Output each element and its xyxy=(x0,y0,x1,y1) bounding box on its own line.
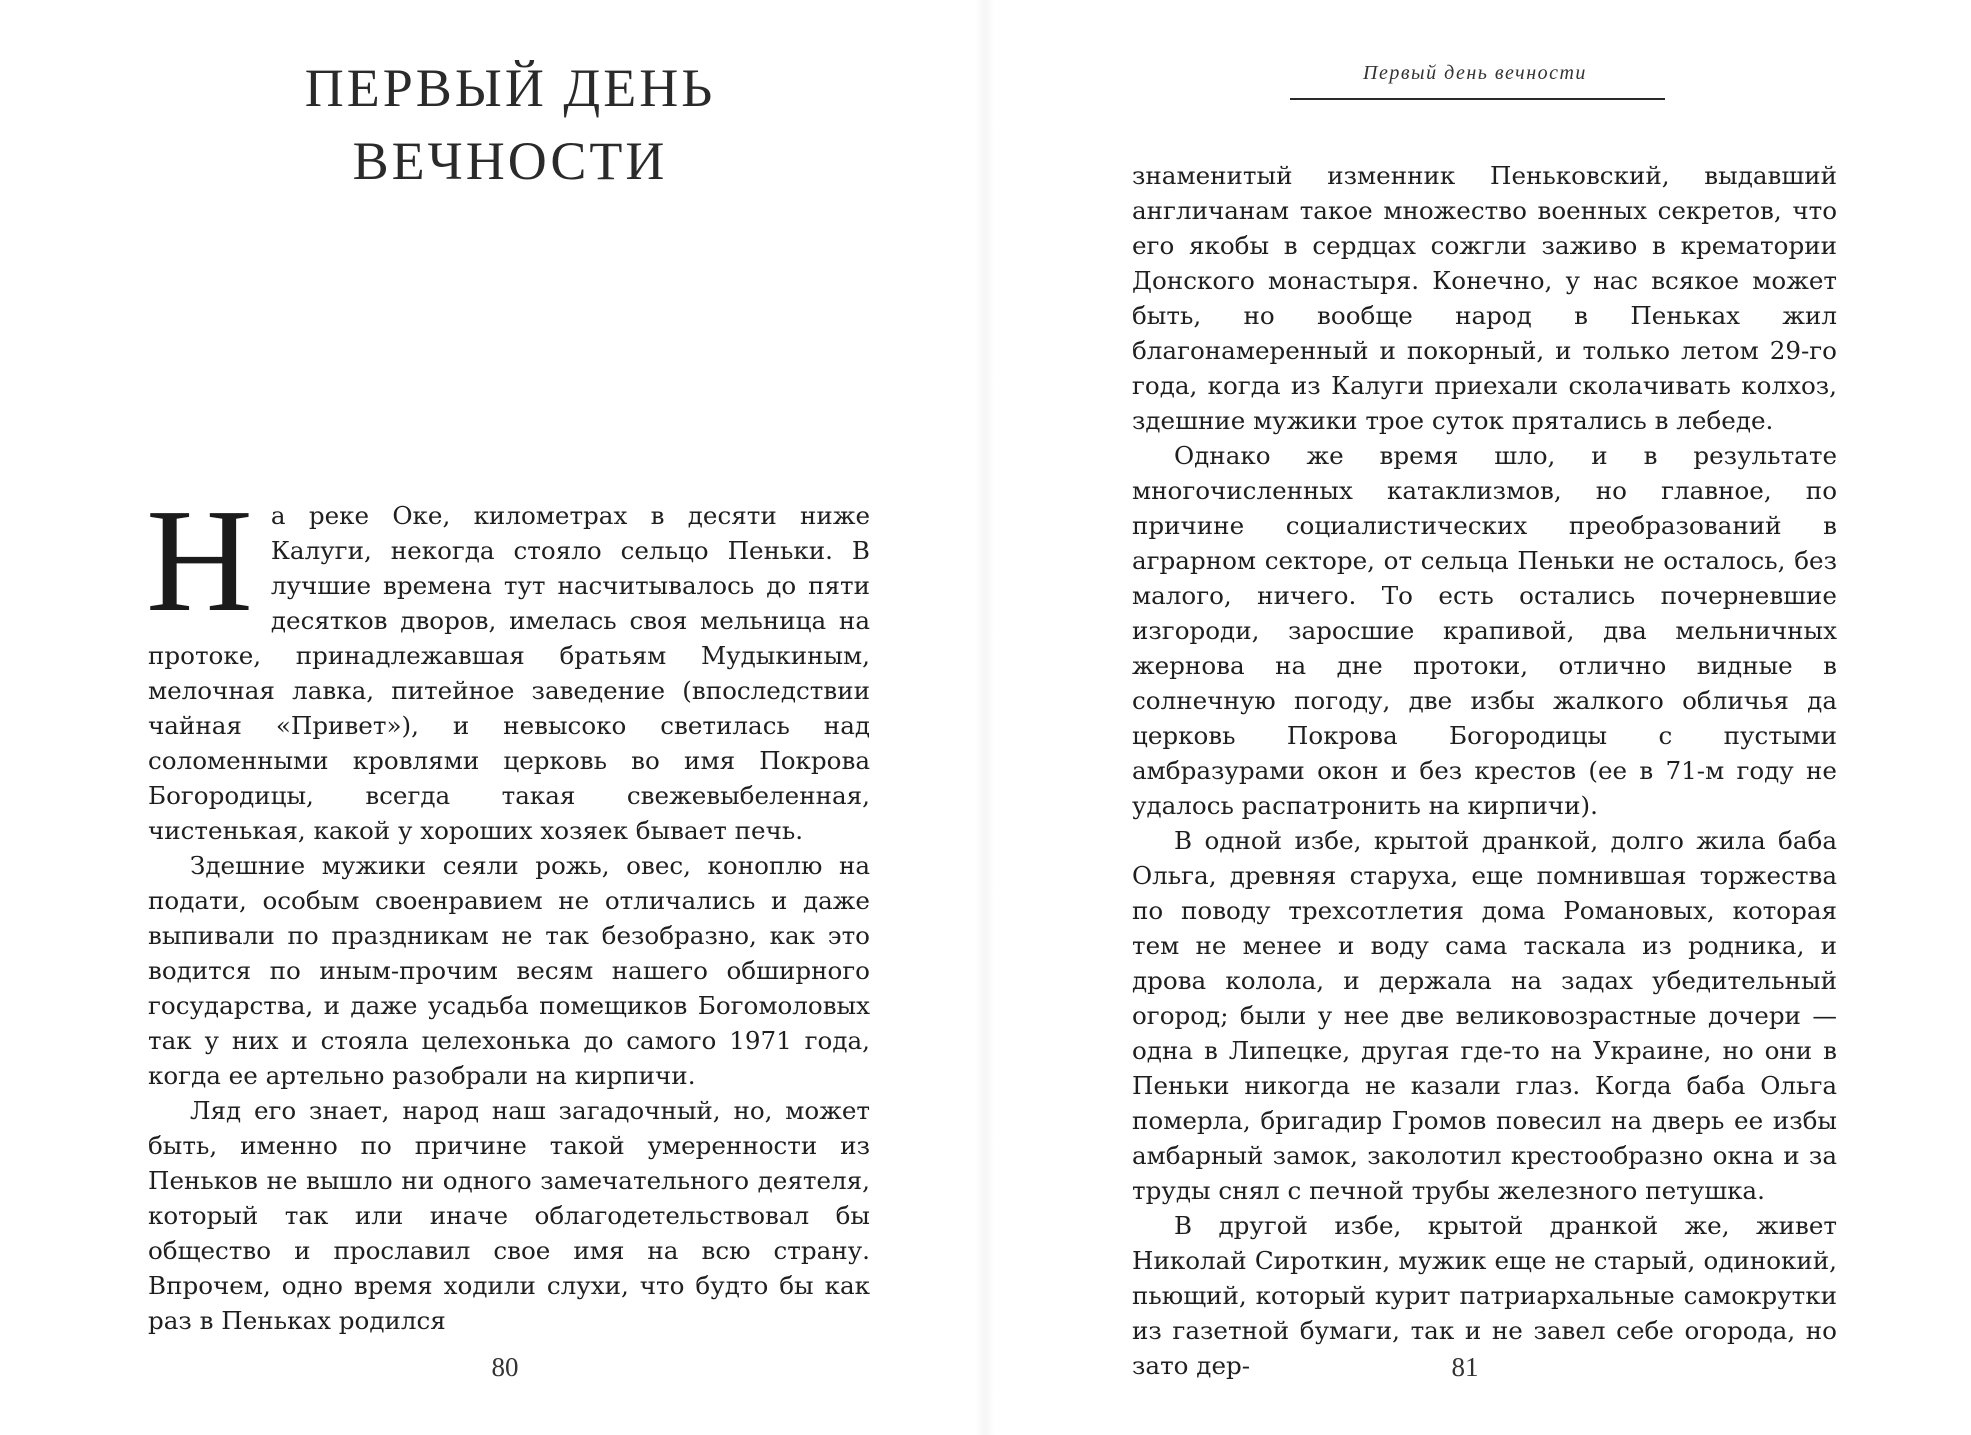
paragraph-continued: знаменитый изменник Пеньковский, выдавший англичанам такое множество военных секретов, что его якобы в сердцах сожгли заживо в крематории Донского монастыря. Конечно, у нас всякое может быть, но вообще народ в Пеньках жил благонамеренный и покорный, и только летом 29-го года, когда из Калуги приехали сколачивать колхоз, здешние мужики трое суток прятались в лебеде. xyxy=(1132,161,1837,435)
dropcap: Н xyxy=(146,479,253,643)
right-body-text xyxy=(1132,158,1837,1383)
paragraph-1-text: а реке Оке, километрах в десяти ниже Калуги, некогда стояло сельцо Пеньки. В лучшие времена тут насчитывалось до пяти десятков дворов, имелась своя мельница на протоке, принадлежавшая братьям Мудыкиным, мелочная лавка, питейное заведение (впоследствии чайная «Привет»), и невысоко светилась над соломенными кровлями церковь во имя Покрова Богородицы, всегда такая свежевыбеленная, чистенькая, какой у хороших хозяек бывает печь. xyxy=(148,501,870,845)
running-head-rule xyxy=(1290,98,1665,100)
chapter-title-line-2: ВЕЧНОСТИ xyxy=(352,131,668,191)
chapter-title-line-1: ПЕРВЫЙ ДЕНЬ xyxy=(304,58,716,118)
paragraph-5: В одной избе, крытой дранкой, долго жила баба Ольга, древняя старуха, еще помнившая торжества по поводу трехсотлетия дома Романовых, которая тем не менее и воду сама таскала из родника, и дрова колола, и держала на задах убедительный огород; были у нее две великовозрастные дочери — одна в Липецке, другая где-то на Украине, но они в Пеньки никогда не казали глаз. Когда баба Ольга померла, бригадир Громов повесил на дверь ее избы амбарный замок, заколотил крестообразно окна и за труды снял с печной трубы железного петушка. xyxy=(1132,826,1837,1205)
running-head: Первый день вечности xyxy=(1363,62,1587,84)
paragraph-4: Однако же время шло, и в результате многочисленных катаклизмов, но главное, по причине социалистических преобразований в аграрном секторе, от сельца Пеньки не осталось, без малого, ничего. То есть остались почерневшие изгороди, заросшие крапивой, два мельничных жернова на дне протоки, отлично видные в солнечную погоду, две избы жалкого обличья да церковь Покрова Богородицы с пустыми амбразурами окон и без крестов (ее в 71-м году не удалось распатронить на кирпичи). xyxy=(1132,441,1837,820)
right-page xyxy=(985,0,1971,1435)
left-body-text xyxy=(146,479,870,1338)
paragraph-2: Здешние мужики сеяли рожь, овес, коноплю на подати, особым своенравием не отличались и даже выпивали по праздникам не так безобразно, как это водится по иным-прочим весям нашего обширного государства, и даже усадьба помещиков Богомоловых так у них и стояла целехонька до самого 1971 года, когда ее артельно разобрали на кирпичи. xyxy=(148,851,870,1090)
chapter-title xyxy=(150,52,870,198)
left-page xyxy=(0,0,985,1435)
page-number-right: 81 xyxy=(1451,1352,1479,1382)
paragraph-1 xyxy=(146,479,870,848)
page-number-left: 80 xyxy=(491,1352,519,1382)
paragraph-6: В другой избе, крытой дранкой же, живет Николай Сироткин, мужик еще не старый, одинокий, пьющий, который курит патриархальные самокрутки из газетной бумаги, так и не завел себе огорода, но зато дер- xyxy=(1132,1211,1837,1380)
paragraph-3: Ляд его знает, народ наш загадочный, но, может быть, именно по причине такой умеренности из Пеньков не вышло ни одного замечательного деятеля, который так или иначе облагодетельствовал бы общество и прославил свое имя на всю страну. Впрочем, одно время ходили слухи, что будто бы как раз в Пеньках родился xyxy=(148,1096,870,1335)
